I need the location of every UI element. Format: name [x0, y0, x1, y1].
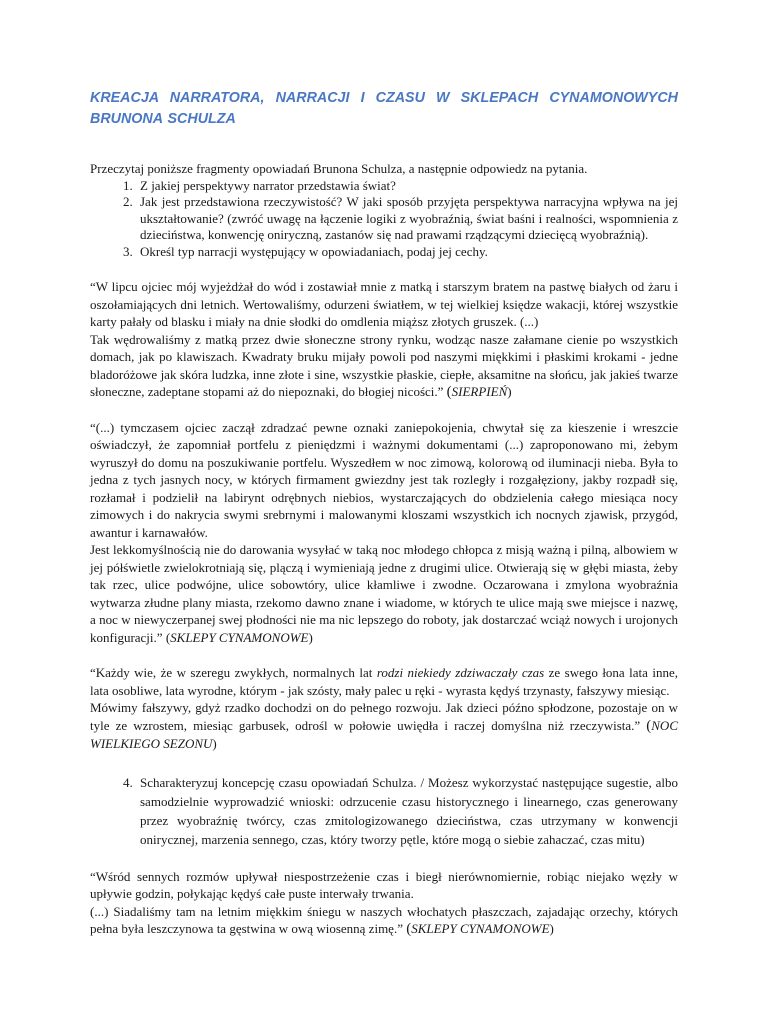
fragment-sklepy-cynamonowe: [90, 419, 678, 647]
source-paren-close: ): [549, 921, 554, 936]
fragment-text: “Każdy wie, że w szeregu zwykłych, normalnych lat: [90, 665, 377, 680]
fragment-paragraph: “W lipcu ojciec mój wyjeżdżał do wód i zostawiał mnie z matką i starszym bratem na pastwę białych od żaru i oszołamiających dni letnich. Wertowaliśmy, odurzeni światłem, w tej wielkiej księdze wakacji, której wszystkie karty pałały od blasku i miały na dnie słodki do omdlenia miąższ złotych gruszek. (...): [90, 279, 678, 329]
source-paren-open: (: [646, 717, 652, 734]
page-title: KREACJA NARRATORA, NARRACJI I CZASU W SKLEPACH CYNAMONOWYCH BRUNONA SCHULZA: [90, 90, 678, 127]
fragment-noc-wielkiego-sezonu: [90, 664, 678, 753]
source-paren-open: (: [406, 921, 412, 937]
source-paren-open: (: [165, 629, 171, 645]
fragment-text: Mówimy fałszywy, gdyż rzadko dochodzi on do pełnego rozwoju. Jak dzieci późno spłodzone, pozostaje on w tyle ze wzrostem, miesiąc garbusek, odrośl w połowie uwiędła i raczej domyślna niż rzeczywista.”: [90, 700, 678, 733]
fragment-text: Jest lekkomyślnością nie do darowania wysyłać w taką noc młodego chłopca z misją ważną i pilną, albowiem w jej półświetle zwielokrotniają się, plączą i wymieniają jedne z drugimi ulice. Otwierają się w głębi miasta, żeby tak rzec, ulice podwójne, ulice sobowtóry, ulice kłamliwe i zwodne. Oczarowana i zmylona wyobraźnia wytwarza złudne plany miasta, rzekomo dawno znane i wiadome, w których te ulice mają swe miejsce i nazwę, a noc w niewyczerpanej swej płodności nie ma nic lepszego do roboty, jak dostarczać wciąż nowych i urojonych konfiguracji.”: [90, 542, 678, 645]
fragment-text: Tak wędrowaliśmy z matką przez dwie słoneczne strony rynku, wodząc nasze załamane cienie po wszystkich domach, jak po klawiszach. Kwadraty bruku mijały powoli pod naszymi miękkimi i płaskimi krokami - jedne bladoróżowe jak skóra ludzka, inne złote i sine, wszystkie płaskie, ciepłe, aksamitne na słońcu, jak jakieś twarze słoneczne, zadeptane stopami aż do niepoznaki, do błogiej nicości.”: [90, 331, 678, 399]
fragment-sierpien: [90, 278, 678, 402]
fragment-paragraph: [90, 541, 678, 646]
fragment-paragraph: [90, 699, 678, 753]
fragment-paragraph: “Wśród sennych rozmów upływał niespostrzeżenie czas i biegł nierównomiernie, robiąc niejako węzły w upływie godzin, połykając kędyś całe puste interwały trwania.: [90, 868, 678, 901]
fragment-paragraph: [90, 903, 678, 939]
questions-list: [90, 178, 678, 261]
fragment-emphasis: rodzi niekiedy zdziwaczały czas: [376, 665, 545, 680]
question-item: 1. Z jakiej perspektywy narrator przedstawia świat?: [136, 178, 678, 195]
document-page: [90, 88, 678, 939]
fragment-paragraph: [90, 331, 678, 402]
question-item: 3. Określ typ narracji występujący w opowiadaniach, podaj jej cechy.: [136, 244, 678, 261]
fragment-source: SKLEPY CYNAMONOWE: [170, 629, 309, 645]
intro-paragraph: Przeczytaj poniższe fragmenty opowiadań Brunona Schulza, a następnie odpowiedz na pytania.: [90, 161, 588, 176]
fragment-source: SIERPIEŃ: [451, 384, 508, 399]
fragment-text: ze swego łona lata inne, lata osobliwe, lata wyrodne, którym - jak szósty, mały palec u ręki - wyrasta kędyś trzynasty, fałszywy miesiąc.: [90, 665, 678, 698]
source-paren-close: ): [507, 384, 512, 399]
fragment-sklepy-cynamonowe-2: [90, 868, 678, 939]
fragment-source: SKLEPY CYNAMONOWE: [411, 921, 550, 936]
source-paren-close: ): [212, 736, 217, 751]
question-item: 4. Scharakteryzuj koncepcję czasu opowiadań Schulza. / Możesz wykorzystać następujące sugestie, albo samodzielnie wyprowadzić wnioski: odrzucenie czasu historycznego i linearnego, czas generowany przez wyobraźnię twórcy, czas zmitologizowanego dzieciństwa, czas utrzymany w konwencji onirycznej, marzenia sennego, czas, który tworzy pętle, które mogą o siebie zahaczać, czas mitu): [136, 773, 678, 849]
fragment-text: (...) Siadaliśmy tam na letnim miękkim śniegu w naszych włochatych płaszczach, zajadając orzechy, których pełna była leszczynowa ta gęstwina w ową wiosenną zimę.”: [90, 903, 678, 936]
source-paren-close: ): [308, 629, 313, 645]
fragment-paragraph: [90, 664, 678, 699]
fragment-paragraph: “(...) tymczasem ojciec zaczął zdradzać pewne oznaki zaniepokojenia, chwytał się za kieszenie i wreszcie oświadczył, że zapomniał portfelu z pieniędzmi i ważnymi dokumentami (...) zaproponowano mi, żebym wyruszył do domu na poszukiwanie portfelu. Wyszedłem w noc zimową, kolorową od iluminacji nieba. Była to jedna z tych jasnych nocy, w których firmament gwiezdny jest tak rozległy i rozgałęziony, jakby rozpadł się, rozłamał i podzielił na labirynt odrębnych niebios, wystarczających do obdzielenia całego miesiąca nocy zimowych i do nakrycia swymi srebrnymi i malowanymi kloszami wszystkich ich nocnych zjawisk, przygód, awantur i karnawałów.: [90, 419, 678, 540]
source-paren-open: (: [446, 384, 452, 400]
question-item: 2. Jak jest przedstawiona rzeczywistość? W jaki sposób przyjęta perspektywa narracyjna wpływa na jej ukształtowanie? (zwróć uwagę na łączenie logiki z wyobraźnią, świat baśni i realności, wspomnienia z dzieciństwa, konwencję oniryczną, zastanów się nad prawami rządzącymi dziecięcą wyobraźnią).: [136, 194, 678, 244]
question-4-list: [90, 773, 678, 849]
fragment-source: NOC WIELKIEGO SEZONU: [90, 717, 678, 751]
